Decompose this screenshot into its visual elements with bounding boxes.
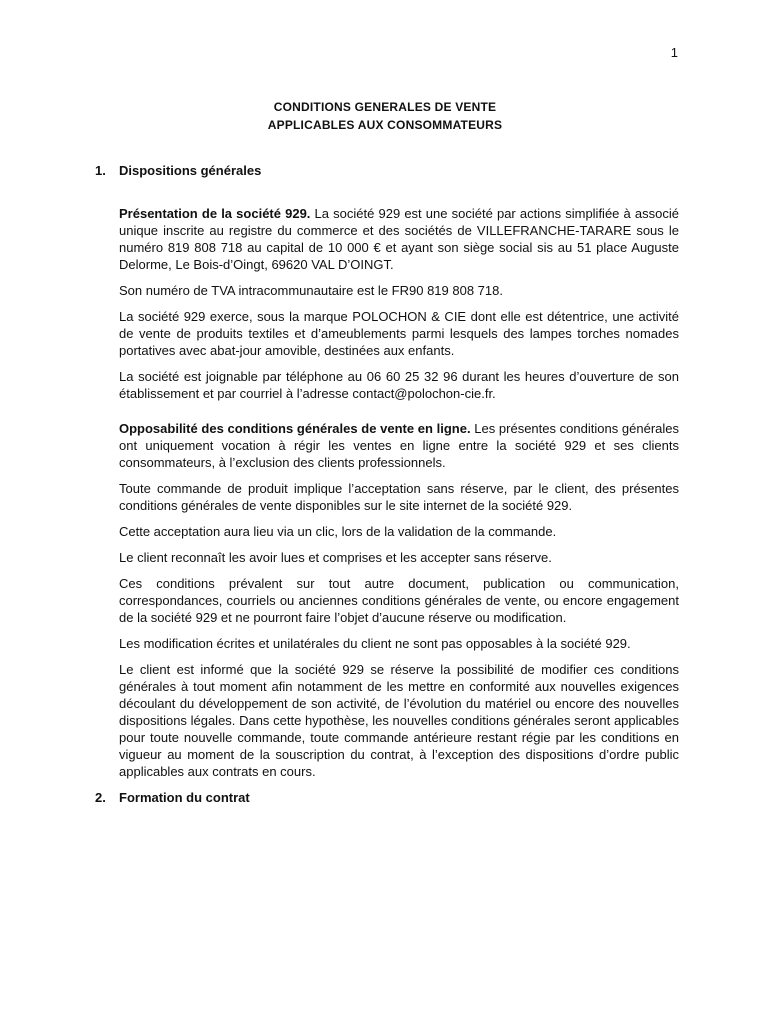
- paragraph-contact: La société est joignable par téléphone au 06 60 25 32 96 durant les heures d’ouverture de son établissement et par courriel à l’adresse contact@polochon-cie.fr.: [119, 369, 679, 401]
- text-presentation: La société 929 est une société par actions simplifiée à associé unique inscrite au registre du commerce et des sociétés de VILLEFRANCHE-TARARE sous le numéro 819 808 718 au capital de 10 000 € et ayant son siège social sis au 51 place Auguste Delorme, Le Bois-d’Oingt, 69620 VAL D’OINGT.: [119, 206, 679, 272]
- paragraph-clic: Cette acceptation aura lieu via un clic, lors de la validation de la commande.: [119, 524, 557, 539]
- paragraph-reconnait: Le client reconnaît les avoir lues et comprises et les accepter sans réserve.: [119, 550, 552, 565]
- section-number-2: 2.: [95, 790, 106, 805]
- title-line-1: CONDITIONS GENERALES DE VENTE: [273, 100, 497, 114]
- paragraph-opposabilite: [119, 420, 679, 471]
- document-title: [0, 98, 770, 134]
- paragraph-modification: Les modification écrites et unilatérales du client ne sont pas opposables à la société 929.: [119, 636, 631, 651]
- section-heading-1: [95, 162, 679, 179]
- document-body: [95, 162, 679, 806]
- paragraph-informe: Le client est informé que la société 929 se réserve la possibilité de modifier ces conditions générales à tout moment afin notamment de les mettre en conformité aux nouvelles exigences découlant du développement de son activité, de l’évolution du matériel ou encore des nouvelles dispositions légales. Dans cette hypothèse, les nouvelles conditions générales seront applicables pour toute nouvelle commande, toute commande antérieure restant régie par les conditions en vigueur au moment de la souscription du contrat, à l’exception des dispositions d’ordre public applicables aux contrats en cours.: [119, 662, 679, 779]
- lead-presentation: Présentation de la société 929.: [119, 206, 311, 221]
- paragraph-presentation: [119, 205, 679, 273]
- paragraph-prevalent: Ces conditions prévalent sur tout autre document, publication ou communication, correspondances, courriels ou anciennes conditions générales de vente, ou encore engagement de la société 929 et ne pourront faire l’objet d’aucune réserve ou modification.: [119, 576, 679, 625]
- page-number: 1: [670, 45, 678, 60]
- title-line-2: APPLICABLES AUX CONSOMMATEURS: [267, 118, 503, 132]
- section-heading-2: [95, 789, 679, 806]
- paragraph-commande: Toute commande de produit implique l’acceptation sans réserve, par le client, des présentes conditions générales de vente disponibles sur le site internet de la société 929.: [119, 481, 679, 513]
- section-title-2: Formation du contrat: [119, 790, 250, 805]
- section-title-1: Dispositions générales: [119, 163, 262, 178]
- paragraph-marque: La société 929 exerce, sous la marque POLOCHON & CIE dont elle est détentrice, une activité de vente de produits textiles et d’ameublements parmi lesquels des lampes torches nomades portatives avec abat-jour amovible, destinées aux enfants.: [119, 309, 679, 358]
- paragraph-tva: Son numéro de TVA intracommunautaire est le FR90 819 808 718.: [119, 283, 503, 298]
- text-opposabilite: Les présentes conditions générales ont uniquement vocation à régir les ventes en ligne entre la société 929 et ses clients consommateurs, à l’exclusion des clients professionnels.: [119, 421, 679, 470]
- lead-opposabilite: Opposabilité des conditions générales de vente en ligne.: [119, 421, 471, 436]
- section-number-1: 1.: [95, 163, 106, 178]
- section-1-body: [119, 205, 679, 780]
